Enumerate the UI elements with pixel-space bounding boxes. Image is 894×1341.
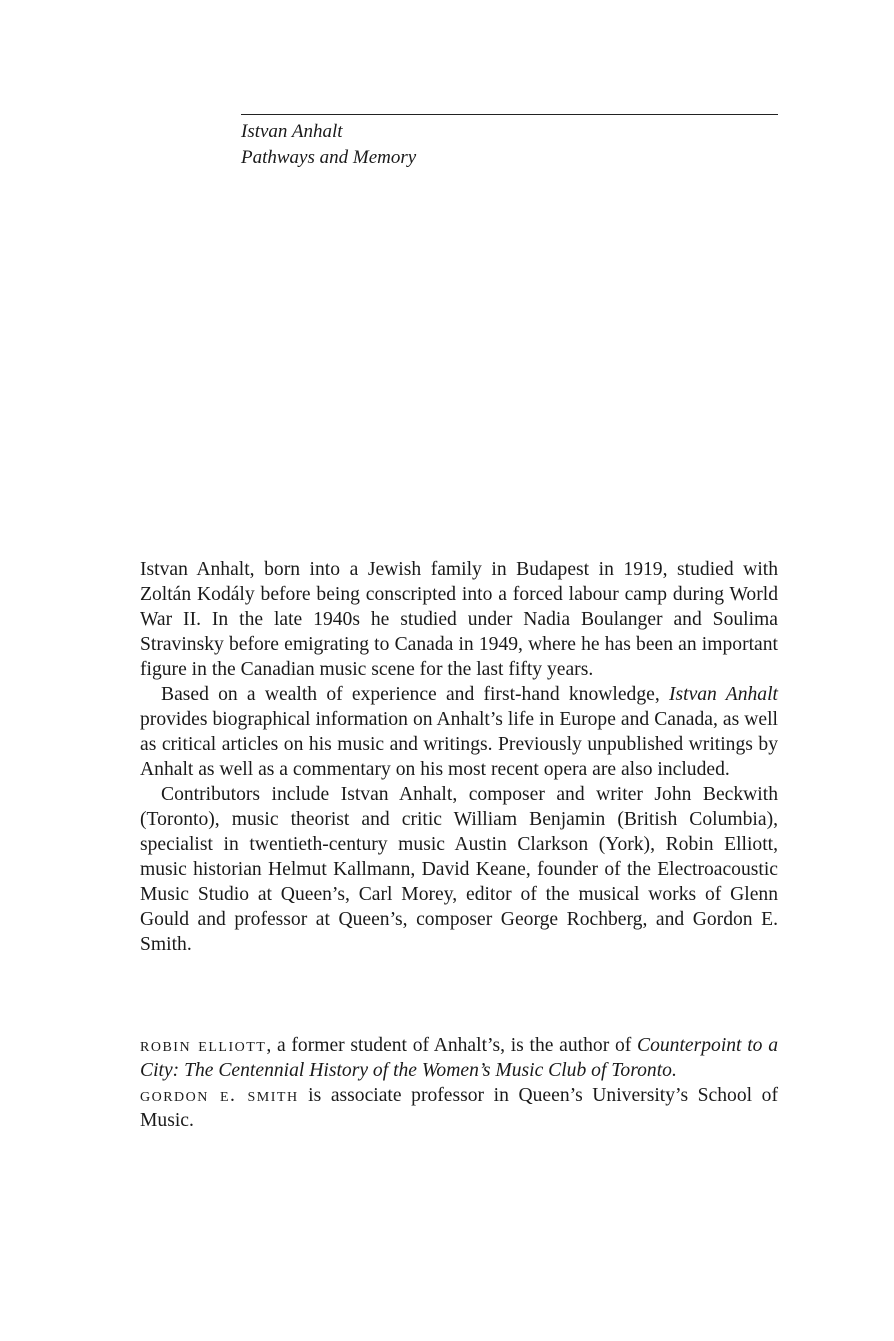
description-paragraph-1: Istvan Anhalt, born into a Jewish family in Budapest in 1919, studied with Zoltán Kodály before being conscripted into a forced labour camp during World War II. In the late 1940s he studied under Nadia Boulanger and Soulima Stravinsky before emigrating to Canada in 1949, where he has been an important figure in the Canadian music scene for the last fifty years. (140, 559, 778, 680)
smith-bio-text: is associate professor in Queen’s University’s School of Music. (140, 1085, 779, 1131)
description-paragraph-3: Contributors include Istvan Anhalt, composer and writer John Beckwith (Toronto), music theorist and critic William Benjamin (British Columbia), specialist in twentieth-century music Austin Clarkson (York), Robin Elliott, music historian Helmut Kallmann, David Keane, founder of the Electroacoustic Music Studio at Queen’s, Carl Morey, editor of the musical works of Glenn Gould and professor at Queen’s, composer George Rochberg, and Gordon E. Smith. (140, 784, 778, 955)
smith-bio (140, 1083, 778, 1133)
elliott-book-title: Counterpoint to a City: The Centennial History of the Women’s Music Club of Toronto. (140, 1035, 778, 1081)
smith-name: gordon e. smith (140, 1085, 299, 1106)
elliott-name: robin elliott (140, 1035, 267, 1056)
book-author: Istvan Anhalt (241, 121, 343, 142)
p2-intro: Based on a wealth of experience and first-hand knowledge, (161, 684, 669, 705)
description-paragraph-2 (140, 682, 778, 782)
book-title: Pathways and Memory (241, 147, 417, 168)
header-rule (241, 114, 778, 115)
elliott-bio-text: , a former student of Anhalt’s, is the author of (266, 1035, 637, 1056)
editor-bios (140, 1033, 778, 1133)
book-description (140, 557, 778, 957)
p2-rest: provides biographical information on Anhalt’s life in Europe and Canada, as well as critical articles on his music and writings. Previously unpublished writings by Anhalt as well as a commentary on his most recent opera are also included. (140, 709, 778, 780)
running-header (241, 119, 778, 171)
p2-book-title: Istvan Anhalt (668, 684, 778, 705)
elliott-bio (140, 1033, 778, 1083)
